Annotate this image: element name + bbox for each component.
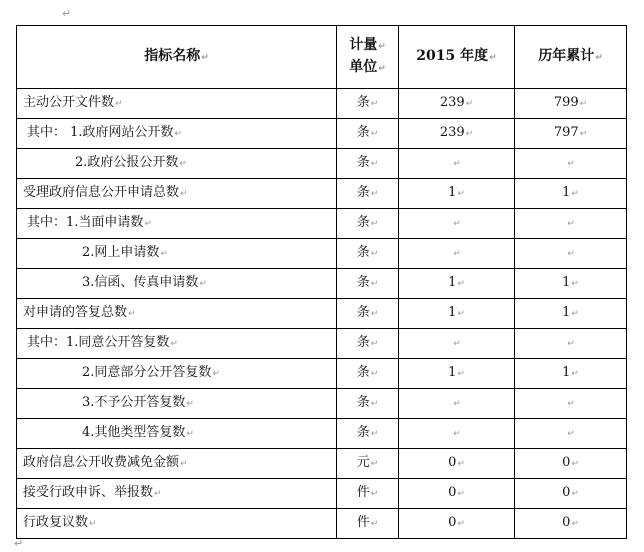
cell-mark-icon: ↵ xyxy=(567,159,575,170)
header-year xyxy=(399,26,515,89)
cell-mark-icon: ↵ xyxy=(567,219,575,230)
table-row xyxy=(17,299,627,329)
cell-mark-icon: ↵ xyxy=(370,99,379,110)
row-total-cell-text: 1 xyxy=(562,365,571,381)
row-unit-cell-text: 条 xyxy=(356,335,370,351)
row-unit-cell xyxy=(337,119,399,149)
row-year-cell xyxy=(399,509,515,539)
row-name-cell xyxy=(17,209,337,239)
cell-mark-icon: ↵ xyxy=(370,129,379,140)
row-year-cell-text: 1 xyxy=(448,275,457,291)
row-name-cell-text: 其中： 1.政府网站公开数 xyxy=(27,125,174,141)
row-unit-cell xyxy=(337,359,399,389)
row-name-cell-text: 2.网上申请数 xyxy=(82,245,160,261)
row-year-cell-text: 239 xyxy=(439,95,465,111)
row-total-cell xyxy=(515,329,627,359)
table-row xyxy=(17,269,627,299)
cell-mark-icon: ↵ xyxy=(595,53,603,64)
row-year-cell-text: 1 xyxy=(448,365,457,381)
row-unit-cell xyxy=(337,509,399,539)
cell-mark-icon: ↵ xyxy=(186,399,194,410)
row-year-cell xyxy=(399,239,515,269)
cell-mark-icon: ↵ xyxy=(370,429,379,440)
cell-mark-icon: ↵ xyxy=(370,399,379,410)
row-year-cell xyxy=(399,329,515,359)
cell-mark-icon: ↵ xyxy=(567,249,575,260)
row-unit-cell xyxy=(337,269,399,299)
row-total-cell-text: 0 xyxy=(562,485,571,501)
row-name-cell-text: 2.政府公报公开数 xyxy=(75,155,179,171)
cell-mark-icon: ↵ xyxy=(453,249,461,260)
paragraph-mark-icon: ↵ xyxy=(62,7,72,20)
row-year-cell xyxy=(399,449,515,479)
row-year-cell xyxy=(399,269,515,299)
cell-mark-icon: ↵ xyxy=(370,279,379,290)
cell-mark-icon: ↵ xyxy=(453,429,461,440)
header-name-text: 指标名称 xyxy=(144,48,201,65)
row-name-cell xyxy=(17,299,337,329)
row-total-cell xyxy=(515,269,627,299)
header-total xyxy=(515,26,627,89)
row-name-cell xyxy=(17,449,337,479)
row-name-cell-text: 3.不予公开答复数 xyxy=(82,395,186,411)
row-unit-cell xyxy=(337,419,399,449)
row-name-cell xyxy=(17,419,337,449)
table-row xyxy=(17,149,627,179)
row-name-cell xyxy=(17,119,337,149)
cell-mark-icon: ↵ xyxy=(128,309,136,320)
cell-mark-icon: ↵ xyxy=(571,369,579,380)
row-total-cell xyxy=(515,509,627,539)
header-name xyxy=(17,26,337,89)
row-name-cell-text: 政府信息公开收费减免金额 xyxy=(23,455,180,471)
cell-mark-icon: ↵ xyxy=(154,489,162,500)
cell-mark-icon: ↵ xyxy=(453,399,461,410)
cell-mark-icon: ↵ xyxy=(571,189,579,200)
row-year-cell-text: 239 xyxy=(439,125,465,141)
row-total-cell xyxy=(515,89,627,119)
row-total-cell xyxy=(515,419,627,449)
table-row xyxy=(17,359,627,389)
row-year-cell xyxy=(399,359,515,389)
row-unit-cell xyxy=(337,389,399,419)
header-unit-line1: 计量 xyxy=(349,37,378,54)
row-unit-cell-text: 条 xyxy=(356,395,370,411)
cell-mark-icon: ↵ xyxy=(199,279,207,290)
cell-mark-icon: ↵ xyxy=(180,459,188,470)
cell-mark-icon: ↵ xyxy=(571,309,579,320)
row-name-cell xyxy=(17,329,337,359)
cell-mark-icon: ↵ xyxy=(465,99,474,110)
row-name-cell xyxy=(17,89,337,119)
table-row xyxy=(17,119,627,149)
cell-mark-icon: ↵ xyxy=(370,369,379,380)
table-row xyxy=(17,479,627,509)
cell-mark-icon: ↵ xyxy=(457,189,465,200)
table-row xyxy=(17,389,627,419)
row-name-cell-text: 其中：1.当面申请数 xyxy=(27,215,144,231)
row-unit-cell xyxy=(337,449,399,479)
cell-mark-icon: ↵ xyxy=(89,519,97,530)
cell-mark-icon: ↵ xyxy=(370,309,379,320)
cell-mark-icon: ↵ xyxy=(571,489,579,500)
header-total-text: 历年累计 xyxy=(538,48,595,65)
row-name-cell-text: 主动公开文件数 xyxy=(23,95,115,111)
row-unit-cell-text: 条 xyxy=(356,275,370,291)
cell-mark-icon: ↵ xyxy=(378,42,386,53)
row-unit-cell-text: 件 xyxy=(356,515,370,531)
cell-mark-icon: ↵ xyxy=(174,129,183,140)
cell-mark-icon: ↵ xyxy=(465,129,474,140)
row-total-cell-text: 1 xyxy=(562,305,571,321)
row-total-cell xyxy=(515,149,627,179)
row-name-cell-text: 3.信函、传真申请数 xyxy=(82,275,199,291)
cell-mark-icon: ↵ xyxy=(370,159,379,170)
row-total-cell xyxy=(515,389,627,419)
row-total-cell-text: 799 xyxy=(553,95,579,111)
header-year-text: 2015 年度 xyxy=(416,48,489,65)
cell-mark-icon: ↵ xyxy=(579,99,588,110)
header-unit xyxy=(337,26,399,89)
row-year-cell xyxy=(399,149,515,179)
statistics-table xyxy=(16,25,627,539)
row-unit-cell-text: 元 xyxy=(356,455,370,471)
row-total-cell-text: 0 xyxy=(562,455,571,471)
row-year-cell-text: 0 xyxy=(448,515,457,531)
row-total-cell xyxy=(515,179,627,209)
row-unit-cell-text: 件 xyxy=(356,485,370,501)
row-name-cell xyxy=(17,269,337,299)
header-unit-line2: 单位 xyxy=(349,59,378,75)
row-unit-cell-text: 条 xyxy=(356,125,370,141)
row-total-cell xyxy=(515,359,627,389)
table-row xyxy=(17,509,627,539)
row-name-cell xyxy=(17,359,337,389)
row-year-cell xyxy=(399,119,515,149)
table-row xyxy=(17,89,627,119)
row-year-cell xyxy=(399,479,515,509)
cell-mark-icon: ↵ xyxy=(453,159,461,170)
table-row xyxy=(17,419,627,449)
row-year-cell-text: 0 xyxy=(448,485,457,501)
row-unit-cell-text: 条 xyxy=(356,155,370,171)
row-name-cell xyxy=(17,149,337,179)
cell-mark-icon: ↵ xyxy=(370,219,379,230)
cell-mark-icon: ↵ xyxy=(457,519,465,530)
row-total-cell-text: 1 xyxy=(562,185,571,201)
cell-mark-icon: ↵ xyxy=(144,219,152,230)
cell-mark-icon: ↵ xyxy=(453,219,461,230)
row-total-cell xyxy=(515,119,627,149)
cell-mark-icon: ↵ xyxy=(370,189,379,200)
cell-mark-icon: ↵ xyxy=(457,459,465,470)
row-total-cell xyxy=(515,239,627,269)
row-name-cell xyxy=(17,479,337,509)
row-year-cell-text: 0 xyxy=(448,455,457,471)
row-name-cell-text: 接受行政申诉、举报数 xyxy=(23,485,154,501)
cell-mark-icon: ↵ xyxy=(571,519,579,530)
cell-mark-icon: ↵ xyxy=(489,53,497,64)
row-year-cell-text: 1 xyxy=(448,305,457,321)
row-name-cell-text: 其中：1.同意公开答复数 xyxy=(27,335,170,351)
cell-mark-icon: ↵ xyxy=(378,64,386,74)
table-row xyxy=(17,329,627,359)
row-unit-cell xyxy=(337,209,399,239)
row-name-cell xyxy=(17,239,337,269)
cell-mark-icon: ↵ xyxy=(160,249,168,260)
cell-mark-icon: ↵ xyxy=(579,129,588,140)
row-unit-cell xyxy=(337,299,399,329)
row-unit-cell-text: 条 xyxy=(356,185,370,201)
row-unit-cell xyxy=(337,239,399,269)
row-total-cell xyxy=(515,299,627,329)
row-unit-cell xyxy=(337,479,399,509)
row-unit-cell-text: 条 xyxy=(356,365,370,381)
row-name-cell xyxy=(17,509,337,539)
table-header-row xyxy=(17,26,627,89)
row-name-cell-text: 行政复议数 xyxy=(23,515,89,531)
cell-mark-icon: ↵ xyxy=(567,339,575,350)
row-year-cell xyxy=(399,89,515,119)
paragraph-mark-icon: ↵ xyxy=(14,537,24,550)
cell-mark-icon: ↵ xyxy=(115,99,123,110)
cell-mark-icon: ↵ xyxy=(571,459,579,470)
row-year-cell-text: 1 xyxy=(448,185,457,201)
row-year-cell xyxy=(399,389,515,419)
cell-mark-icon: ↵ xyxy=(179,159,187,170)
row-unit-cell xyxy=(337,89,399,119)
row-total-cell-text: 0 xyxy=(562,515,571,531)
table-row xyxy=(17,209,627,239)
cell-mark-icon: ↵ xyxy=(370,249,379,260)
cell-mark-icon: ↵ xyxy=(457,279,465,290)
row-year-cell xyxy=(399,179,515,209)
cell-mark-icon: ↵ xyxy=(201,53,209,64)
cell-mark-icon: ↵ xyxy=(370,489,379,500)
cell-mark-icon: ↵ xyxy=(180,189,188,200)
cell-mark-icon: ↵ xyxy=(567,429,575,440)
cell-mark-icon: ↵ xyxy=(571,279,579,290)
cell-mark-icon: ↵ xyxy=(567,399,575,410)
row-total-cell-text: 797 xyxy=(553,125,579,141)
row-name-cell xyxy=(17,179,337,209)
table-row xyxy=(17,179,627,209)
row-name-cell-text: 4.其他类型答复数 xyxy=(82,425,186,441)
cell-mark-icon: ↵ xyxy=(370,339,379,350)
cell-mark-icon: ↵ xyxy=(457,309,465,320)
row-total-cell xyxy=(515,449,627,479)
row-year-cell xyxy=(399,419,515,449)
cell-mark-icon: ↵ xyxy=(170,339,178,350)
row-total-cell xyxy=(515,209,627,239)
row-unit-cell-text: 条 xyxy=(356,425,370,441)
cell-mark-icon: ↵ xyxy=(212,369,220,380)
row-unit-cell-text: 条 xyxy=(356,245,370,261)
row-year-cell xyxy=(399,299,515,329)
cell-mark-icon: ↵ xyxy=(370,459,379,470)
cell-mark-icon: ↵ xyxy=(186,429,194,440)
cell-mark-icon: ↵ xyxy=(453,339,461,350)
row-unit-cell-text: 条 xyxy=(356,215,370,231)
row-year-cell xyxy=(399,209,515,239)
row-unit-cell xyxy=(337,179,399,209)
row-name-cell-text: 受理政府信息公开申请总数 xyxy=(23,185,180,201)
row-unit-cell-text: 条 xyxy=(356,305,370,321)
cell-mark-icon: ↵ xyxy=(457,489,465,500)
table-row xyxy=(17,239,627,269)
row-unit-cell-text: 条 xyxy=(356,95,370,111)
row-name-cell-text: 2.同意部分公开答复数 xyxy=(82,365,212,381)
cell-mark-icon: ↵ xyxy=(457,369,465,380)
row-total-cell-text: 1 xyxy=(562,275,571,291)
table-body xyxy=(17,89,627,539)
row-name-cell-text: 对申请的答复总数 xyxy=(23,305,128,321)
row-total-cell xyxy=(515,479,627,509)
row-unit-cell xyxy=(337,149,399,179)
row-unit-cell xyxy=(337,329,399,359)
row-name-cell xyxy=(17,389,337,419)
cell-mark-icon: ↵ xyxy=(370,519,379,530)
table-row xyxy=(17,449,627,479)
